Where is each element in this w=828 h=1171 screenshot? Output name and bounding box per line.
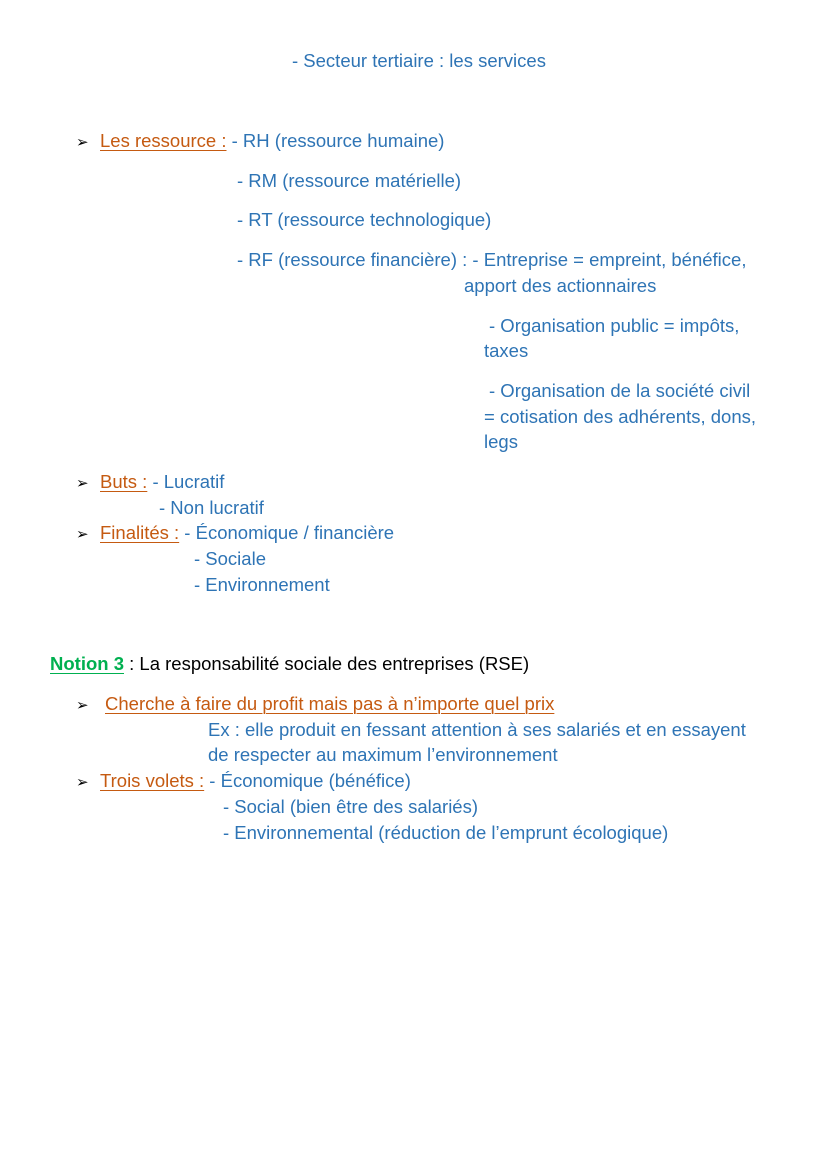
- ressource-item: - RT (ressource technologique): [237, 209, 492, 230]
- arrow-bullet-icon: ➢: [76, 475, 89, 492]
- profit-example: de respecter au maximum l’environnement: [208, 744, 558, 765]
- org-societe-line: = cotisation des adhérents, dons,: [484, 406, 757, 427]
- notion3-label: Notion 3: [50, 653, 124, 674]
- arrow-bullet-icon: ➢: [76, 134, 89, 151]
- buts-item: - Lucratif: [147, 471, 225, 492]
- finalites-label: Finalités :: [100, 522, 180, 543]
- finalites-item: - Environnement: [194, 574, 330, 595]
- org-societe-line: - Organisation de la société civil: [489, 380, 751, 401]
- org-public-line: taxes: [484, 340, 529, 361]
- buts-item: - Non lucratif: [159, 497, 264, 518]
- notion3-heading: [50, 651, 529, 677]
- arrow-bullet-icon: ➢: [76, 526, 89, 543]
- volets-item: - Environnemental (réduction de l’emprunt écologique): [223, 822, 669, 843]
- rf-continuation: apport des actionnaires: [464, 275, 657, 296]
- profit-example: Ex : elle produit en fessant attention à ses salariés et en essayent: [208, 719, 746, 740]
- profit-line: [76, 691, 554, 719]
- ressource-item: - RF (ressource financière) : - Entreprise = empreint, bénéfice,: [237, 249, 747, 270]
- buts-label: Buts :: [100, 471, 148, 492]
- finalites-item: - Économique / financière: [179, 522, 395, 543]
- ressources-line: [76, 128, 444, 156]
- volets-line: [76, 768, 411, 796]
- arrow-bullet-icon: ➢: [76, 697, 89, 714]
- volets-item: - Économique (bénéfice): [204, 770, 411, 791]
- ressources-label: Les ressource :: [100, 130, 227, 151]
- finalites-item: - Sociale: [194, 548, 266, 569]
- secteur-tertiaire-line: - Secteur tertiaire : les services: [292, 50, 546, 71]
- arrow-bullet-icon: ➢: [76, 774, 89, 791]
- profit-label: Cherche à faire du profit mais pas à n’importe quel prix: [105, 693, 555, 714]
- ressource-item: - RM (ressource matérielle): [237, 170, 462, 191]
- org-public-line: - Organisation public = impôts,: [489, 315, 740, 336]
- org-societe-line: legs: [484, 431, 518, 452]
- volets-item: - Social (bien être des salariés): [223, 796, 478, 817]
- finalites-line: [76, 520, 394, 548]
- buts-line: [76, 469, 224, 497]
- volets-label: Trois volets :: [100, 770, 205, 791]
- notion3-title: : La responsabilité sociale des entreprises (RSE): [124, 653, 530, 674]
- ressource-item: - RH (ressource humaine): [226, 130, 445, 151]
